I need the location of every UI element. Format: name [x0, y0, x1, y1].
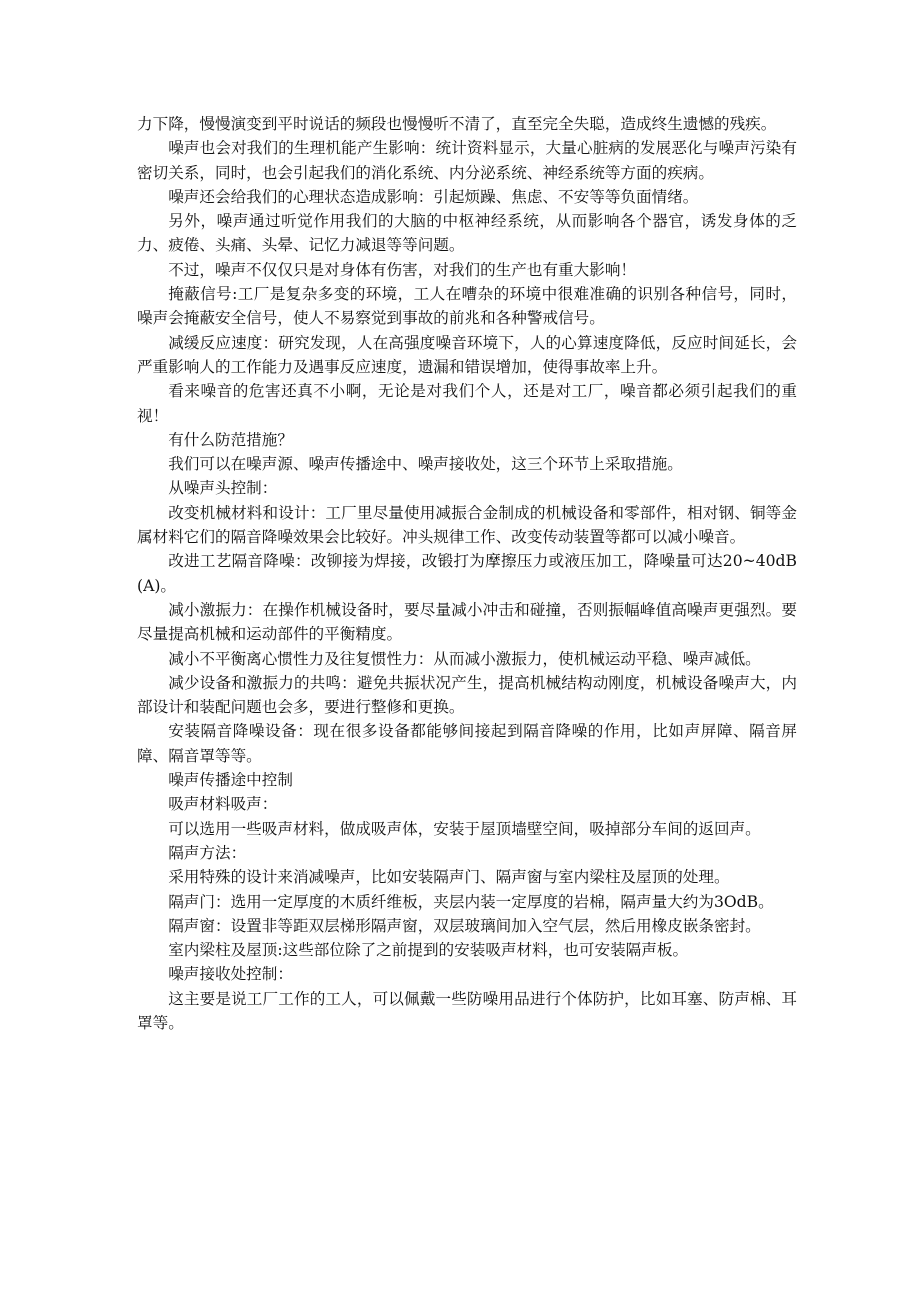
paragraph: 减小激振力：在操作机械设备时，要尽量减小冲击和碰撞，否则振幅峰值高噪声更强烈。要尽量提高机械和运动部件的平衡精度。: [137, 600, 797, 644]
section-heading: 噪声接收处控制：: [168, 965, 293, 984]
subsection-heading: 吸声材料吸声：: [168, 795, 278, 814]
document-body: [137, 112, 797, 1035]
paragraph: 减少设备和激振力的共鸣：避免共振状况产生，提高机械结构动刚度，机械设备噪声大，内部设计和装配问题也会多，要进行整修和更换。: [137, 673, 797, 717]
paragraph: 掩蔽信号:工厂是复杂多变的环境，工人在嘈杂的环境中很难准确的识别各种信号，同时，噪声会掩蔽安全信号，使人不易察觉到事故的前兆和各种警戒信号。: [137, 285, 797, 328]
paragraph: 我们可以在噪声源、噪声传播途中、噪声接收处，这三个环节上采取措施。: [168, 455, 683, 474]
paragraph: 改进工艺隔音降噪：改铆接为焊接，改锻打为摩擦压力或液压加工，降噪量可达20~40dB(A)。: [137, 552, 797, 595]
paragraph: 减小不平衡离心惯性力及往复惯性力：从而减小激振力，使机械运动平稳、噪声减低。: [168, 649, 761, 668]
paragraph: 可以选用一些吸声材料，做成吸声体，安装于屋顶墙壁空间，吸掉部分车间的返回声。: [168, 819, 761, 838]
paragraph: 另外，噪声通过听觉作用我们的大脑的中枢神经系统，从而影响各个器官，诱发身体的乏力、疲倦、头痛、头晕、记忆力减退等等问题。: [137, 212, 797, 255]
paragraph: 隔声门：选用一定厚度的木质纤维板，夹层内装一定厚度的岩棉，隔声量大约为3OdB。: [168, 892, 774, 911]
paragraph: 力下降，慢慢演变到平时说话的频段也慢慢听不清了，直至完全失聪，造成终生遗憾的残疾。: [137, 115, 777, 133]
subsection-heading: 隔声方法：: [168, 843, 247, 862]
heading-question: 有什么防范措施？: [168, 430, 293, 449]
paragraph: 这主要是说工厂工作的工人，可以佩戴一些防噪用品进行个体防护，比如耳塞、防声棉、耳罩等。: [137, 989, 797, 1032]
paragraph: 减缓反应速度：研究发现，人在高强度噪音环境下，人的心算速度降低，反应时间延长，会严重影响人的工作能力及遇事反应速度，遗漏和错误增加，使得事故率上升。: [137, 333, 797, 376]
paragraph: 改变机械材料和设计：工厂里尽量使用减振合金制成的机械设备和零部件，相对钢、铜等金属材料它们的隔音降噪效果会比较好。冲头规律工作、改变传动装置等都可以减小噪音。: [137, 503, 797, 547]
paragraph: 不过，噪声不仅仅只是对身体有伤害，对我们的生产也有重大影响！: [168, 260, 637, 279]
section-heading: 从噪声头控制：: [168, 479, 278, 498]
paragraph: 采用特殊的设计来消减噪声，比如安装隔声门、隔声窗与室内梁柱及屋顶的处理。: [168, 868, 730, 887]
paragraph: 隔声窗：设置非等距双层梯形隔声窗，双层玻璃间加入空气层，然后用橡皮嵌条密封。: [168, 916, 761, 935]
paragraph: 室内梁柱及屋顶:这些部位除了之前提到的安装吸声材料，也可安装隔声板。: [168, 941, 689, 960]
paragraph: 安装隔音降噪设备：现在很多设备都能够间接起到隔音降噪的作用，比如声屏障、隔音屏障、隔音罩等等。: [137, 722, 797, 765]
paragraph: 看来噪音的危害还真不小啊，无论是对我们个人，还是对工厂，噪音都必须引起我们的重视！: [137, 382, 797, 425]
section-heading: 噪声传播途中控制: [168, 771, 293, 790]
paragraph: 噪声还会给我们的心理状态造成影响：引起烦躁、焦虑、不安等等负面情绪。: [168, 187, 699, 206]
paragraph: 噪声也会对我们的生理机能产生影响：统计资料显示，大量心脏病的发展恶化与噪声污染有密切关系，同时，也会引起我们的消化系统、内分泌系统、神经系统等方面的疾病。: [137, 139, 797, 182]
